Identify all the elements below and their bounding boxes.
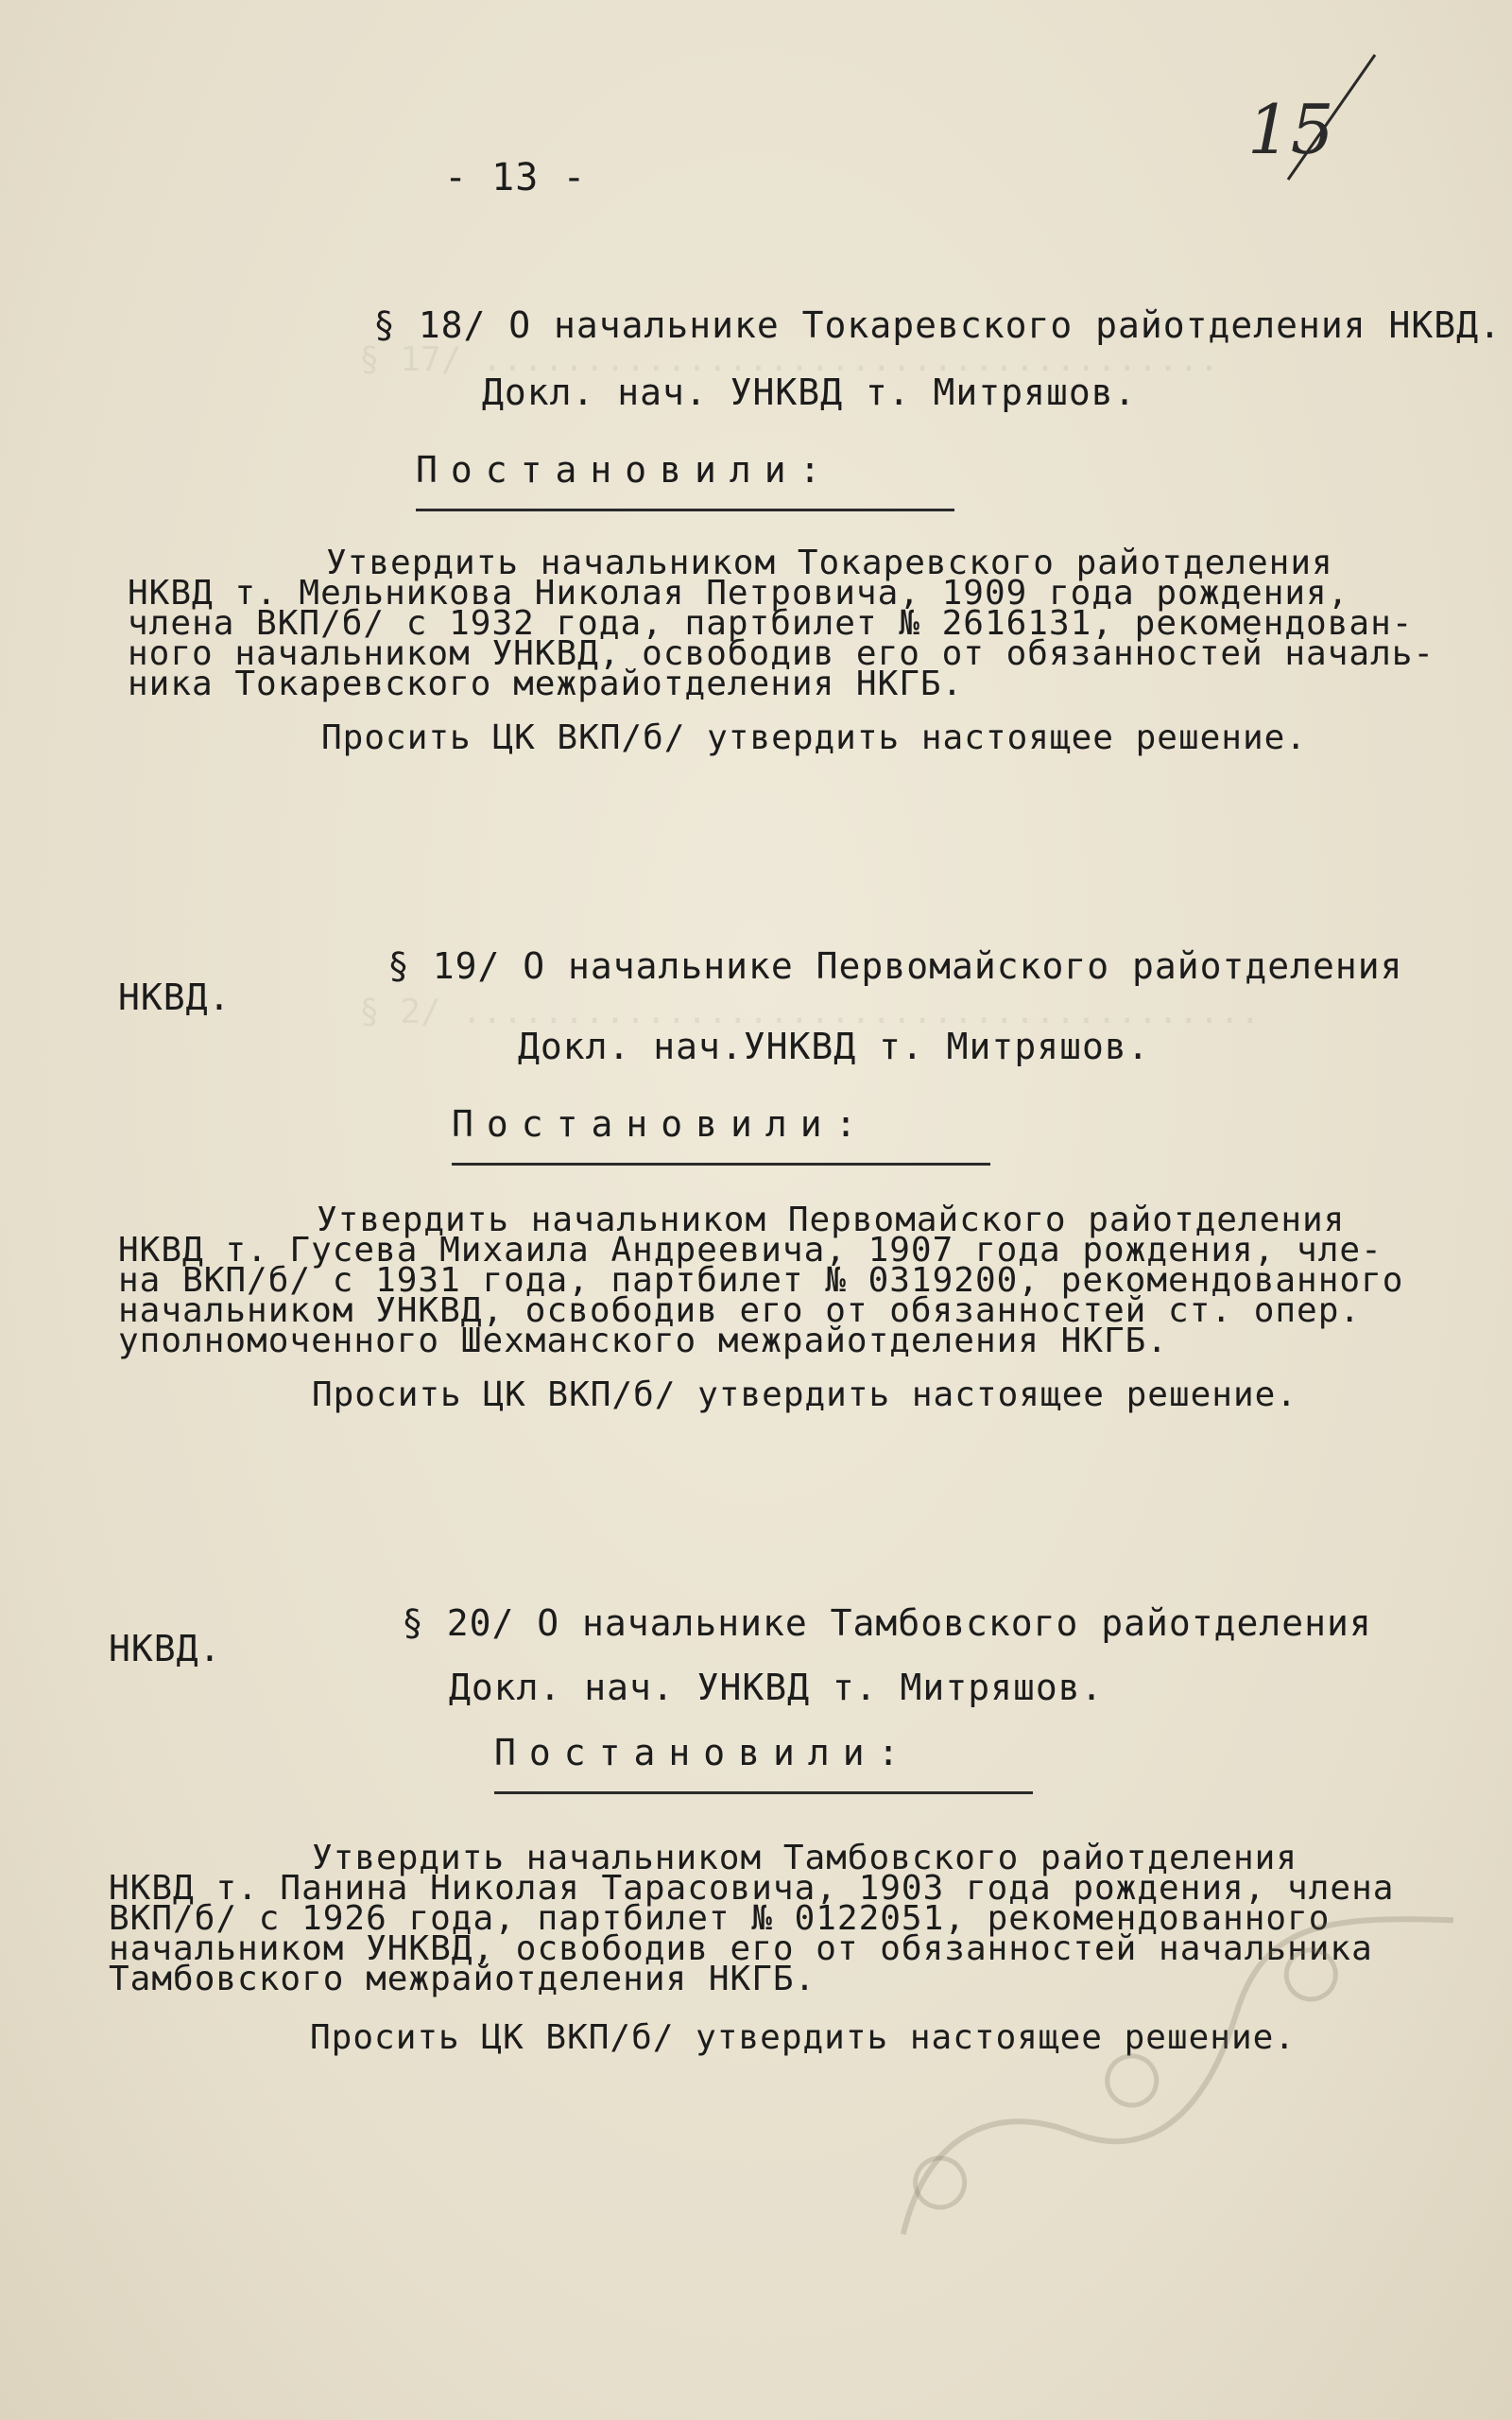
resolved-underline [452, 1163, 990, 1166]
body-line: на ВКП/б/ с 1931 года, партбилет № 0319200, рекомендованного [118, 1261, 1404, 1300]
page-number: - 13 - [444, 156, 587, 199]
body-line: Утвердить начальником Тамбовского райотделения [312, 1839, 1297, 1877]
bleed-through-text: § 17/ .................................... [359, 340, 1220, 379]
handwritten-page-mark: 15 [1247, 90, 1334, 169]
section-heading: § 18/ О начальнике Токаревского райотделения НКВД. [373, 304, 1502, 346]
reporter-line: Докл. нач. УНКВД т. Митряшов. [482, 372, 1137, 413]
body-line: члена ВКП/б/ с 1932 года, партбилет № 2616131, рекомендован- [128, 604, 1414, 643]
body-line: начальником УНКВД, освободив его от обязанностей начальника [109, 1929, 1373, 1968]
resolved-label: Постановили: [416, 449, 834, 491]
body-line: ника Токаревского межрайотделения НКГБ. [128, 665, 964, 703]
resolved-label: Постановили: [452, 1103, 870, 1145]
bleed-through-text: § 2/ ....................................... [359, 993, 1261, 1031]
reporter-line: Докл. нач. УНКВД т. Митряшов. [449, 1667, 1104, 1708]
body-line: уполномоченного Шехманского межрайотделения НКГБ. [118, 1322, 1169, 1360]
section-heading: § 19/ О начальнике Первомайского райотделения [387, 945, 1403, 987]
reporter-line: Докл. нач.УНКВД т. Митряшов. [518, 1026, 1150, 1067]
body-line: Утвердить начальником Токаревского райотделения [326, 544, 1333, 582]
margin-note: НКВД. [109, 1628, 222, 1669]
body-line: НКВД т. Гусева Михаила Андреевича, 1907 года рождения, чле- [118, 1231, 1383, 1270]
body-line: НКВД т. Мельникова Николая Петровича, 1909 года рождения, [128, 574, 1349, 613]
body-line: НКВД т. Панина Николая Тарасовича, 1903 года рождения, члена [109, 1869, 1395, 1908]
request-line: Просить ЦК ВКП/б/ утвердить настоящее решение. [312, 1375, 1297, 1414]
margin-note: НКВД. [118, 977, 232, 1018]
handwritten-stroke [1280, 47, 1384, 189]
body-line: Утвердить начальником Первомайского райотделения [317, 1201, 1346, 1239]
resolved-underline [494, 1791, 1033, 1794]
body-line: ВКП/б/ с 1926 года, партбилет № 0122051, рекомендованного [109, 1899, 1331, 1938]
section-heading: § 20/ О начальнике Тамбовского райотделения [402, 1602, 1372, 1644]
body-line: начальником УНКВД, освободив его от обязанностей ст. опер. [118, 1291, 1362, 1330]
body-line: ного начальником УНКВД, освободив его от обязанностей началь- [128, 634, 1435, 673]
body-line: Тамбовского межрайотделения НКГБ. [109, 1960, 816, 1998]
resolved-underline [416, 509, 954, 511]
request-line: Просить ЦК ВКП/б/ утвердить настоящее решение. [321, 718, 1307, 757]
resolved-label: Постановили: [494, 1732, 913, 1773]
request-line: Просить ЦК ВКП/б/ утвердить настоящее решение. [310, 2018, 1296, 2057]
